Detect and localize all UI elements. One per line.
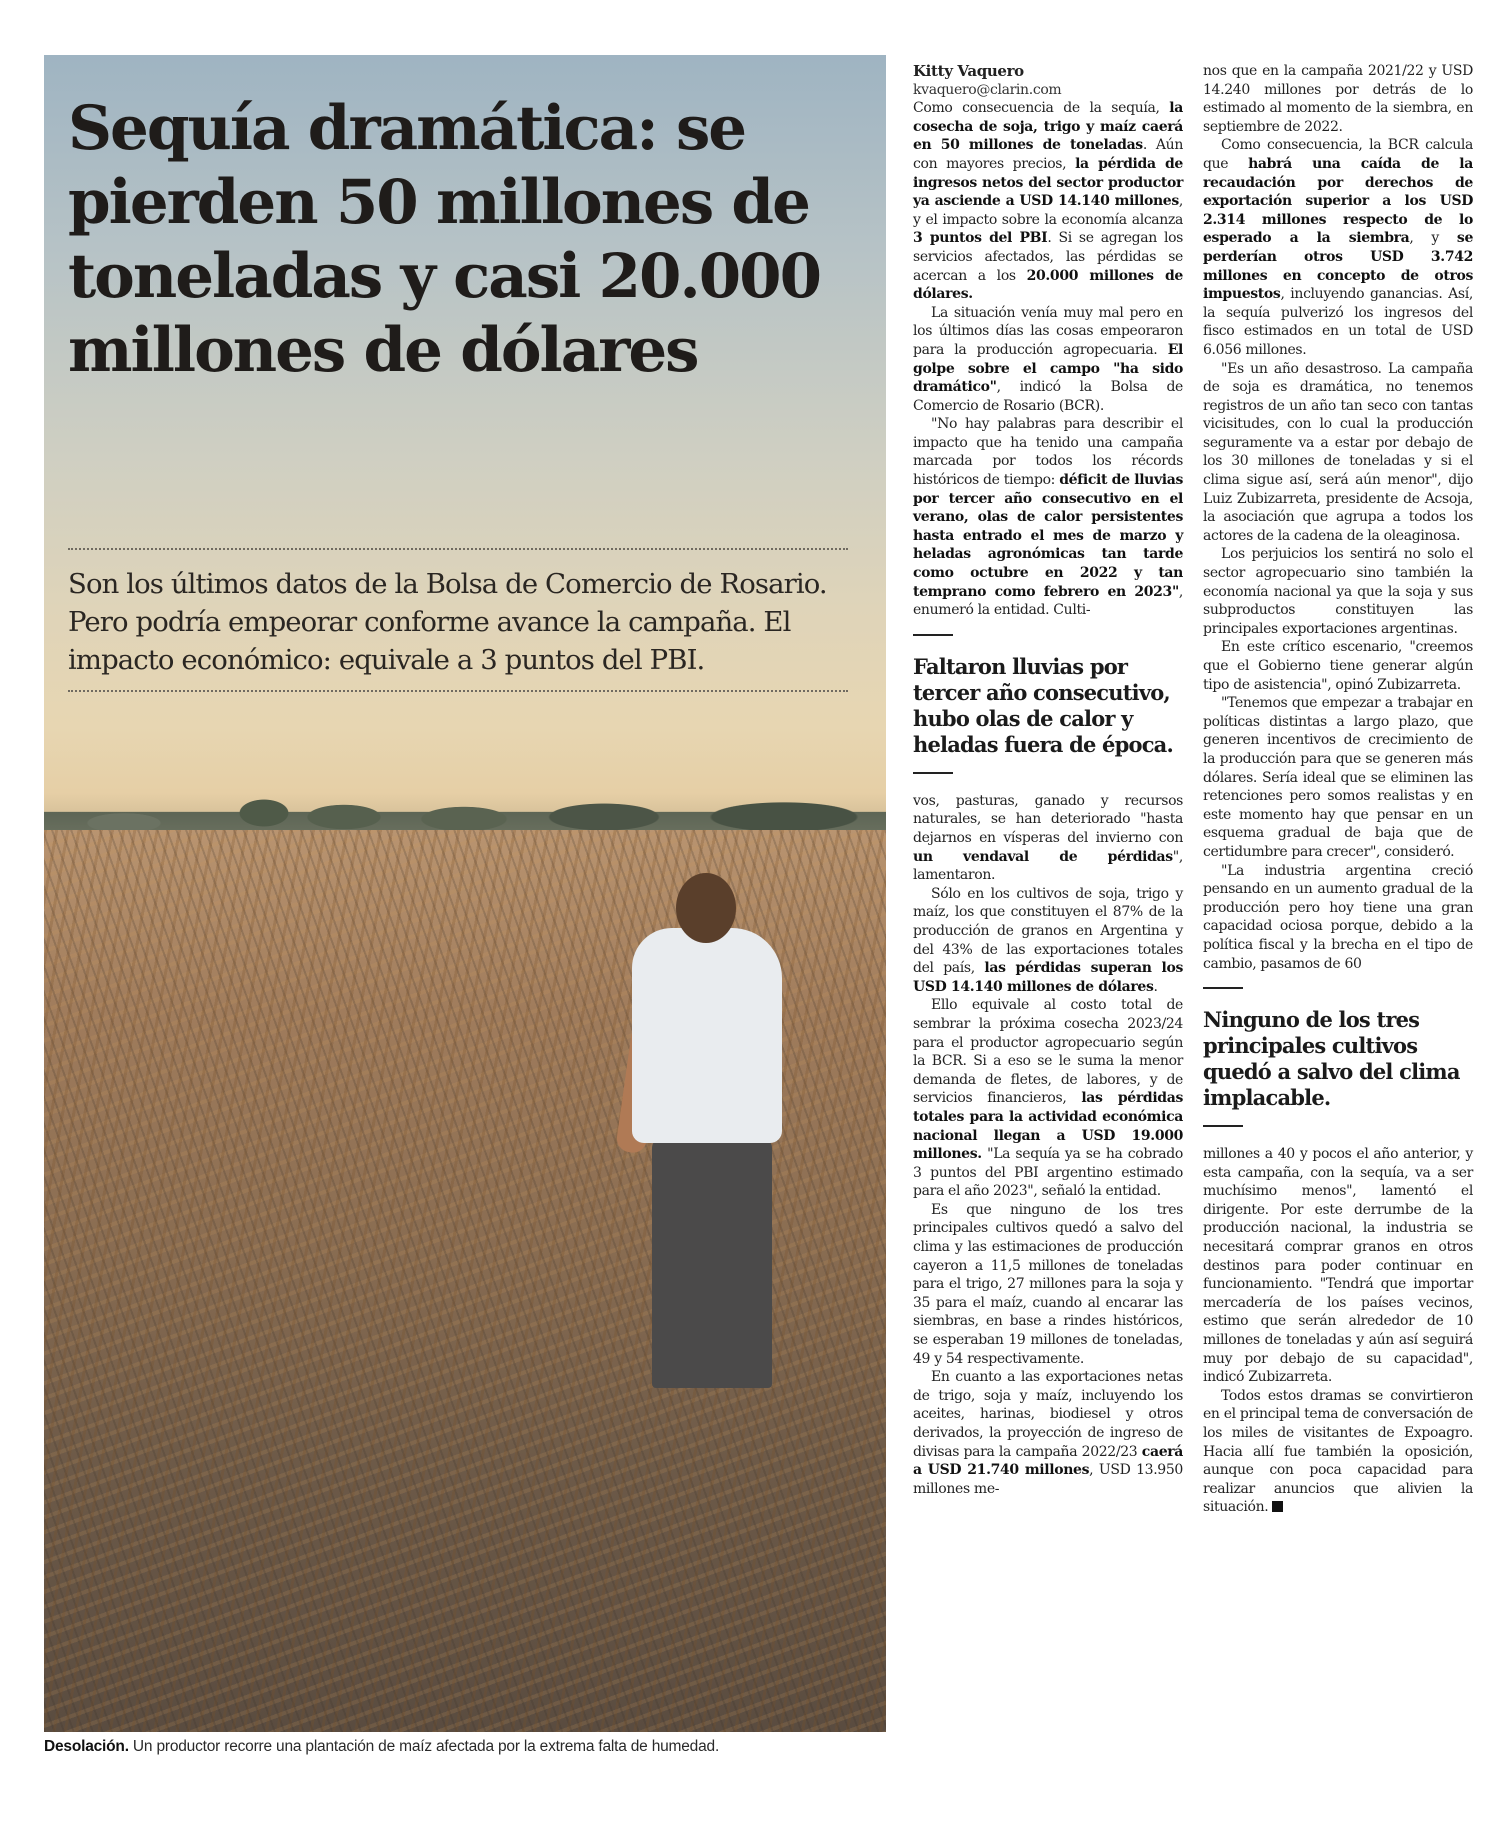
end-of-article-square-icon bbox=[1272, 1501, 1283, 1512]
paragraph: millones a 40 y pocos el año anterior, y esta campaña, con la sequía, va a ser muchísimo menos", lamentó el dirigente. Por este derrumbe de la producción nacional, la industria se necesitará comprar granos en otros destinos para poder continuar en funcionamiento. "Tendrá que importar mercadería de los países vecinos, estimo que serán alrededor de 10 millones de toneladas y aún así seguirá muy por debajo de su capacidad", indicó Zubizarreta. bbox=[1203, 1146, 1473, 1386]
paragraph: Sólo en los cultivos de soja, trigo y maíz, los que constituyen el 87% de la producción de granos en Argentina y del 43% de las exportaciones totales del país, las pérdidas superan los USD 14.140 millones de dólares. bbox=[913, 885, 1183, 995]
article-column-1 bbox=[913, 62, 1183, 1498]
pullquote: Ninguno de los tres principales cultivos quedó a salvo del clima implacable. bbox=[1203, 1007, 1460, 1111]
paragraph: Es que ninguno de los tres principales cultivos quedó a salvo del clima y las estimaciones de producción cayeron a 11,5 millones de toneladas para el trigo, 27 millones para la soja y 35 para el maíz, cuando al encarar las siembras, en base a rindes históricos, se esperaban 19 millones de toneladas, 49 y 54 respectivamente. bbox=[913, 1201, 1183, 1367]
pullquote: Faltaron lluvias por tercer año consecutivo, hubo olas de calor y heladas fuera de época. bbox=[913, 653, 1173, 757]
paragraph: En cuanto a las exportaciones netas de trigo, soja y maíz, incluyendo los aceites, harinas, biodiesel y otros derivados, la proyección de ingreso de divisas para la campaña 2022/23 caerá a USD 21.740 millones, USD 13.950 millones me- bbox=[913, 1369, 1183, 1497]
paragraph: "La industria argentina creció pensando en un aumento gradual de la producción pero hoy tiene una gran capacidad ociosa porque, debido a la política fiscal y la brecha en el tipo de cambio, pasamos de 60 bbox=[1203, 862, 1473, 972]
article-column-2 bbox=[1203, 62, 1473, 1517]
paragraph: vos, pasturas, ganado y recursos naturales, se han deteriorado "hasta dejarnos en vísperas del invierno con un vendaval de pérdidas", lamentaron. bbox=[913, 792, 1183, 884]
paragraph: En este crítico escenario, "creemos que el Gobierno tiene generar algún tipo de asistencia", opinó Zubizarreta. bbox=[1203, 639, 1473, 693]
photo-caption-label: Desolación. bbox=[44, 1738, 129, 1755]
pullquote-rule-top bbox=[1203, 987, 1243, 989]
photo-farmer-figure bbox=[614, 873, 824, 1393]
pullquote-rule-bottom bbox=[913, 772, 953, 774]
pullquote-rule-bottom bbox=[1203, 1125, 1243, 1127]
paragraph: nos que en la campaña 2021/22 y USD 14.240 millones por detrás de lo estimado al momento de la siembra, en septiembre de 2022. bbox=[1203, 63, 1473, 135]
photo-caption bbox=[44, 1738, 904, 1756]
subheadline: Son los últimos datos de la Bolsa de Comercio de Rosario. Pero podría empeorar conforme avance la campaña. El impacto económico: equivale a 3 puntos del PBI. bbox=[68, 568, 827, 676]
photo-caption-text: Un productor recorre una plantación de maíz afectada por la extrema falta de humedad. bbox=[128, 1738, 720, 1755]
photo-treeline bbox=[44, 783, 886, 835]
paragraph: La situación venía muy mal pero en los últimos días las cosas empeoraron para la producción agropecuaria. El golpe sobre el campo "ha sido dramático", indicó la Bolsa de Comercio de Rosario (BCR). bbox=[913, 304, 1183, 414]
paragraph: "No hay palabras para describir el impacto que ha tenido una campaña marcada por todos los récords históricos de tiempo: déficit de lluvias por tercer año consecutivo en el verano, olas de calor persistentes hasta entrado el mes de marzo y heladas agronómicas tan tarde como octubre en 2022 y tan temprano como febrero en 2023", enumeró la entidad. Culti- bbox=[913, 416, 1184, 619]
paragraph: Como consecuencia de la sequía, la cosecha de soja, trigo y maíz caerá en 50 millones de toneladas. Aún con mayores precios, la pérdida de ingresos netos del sector productor ya asciende a USD 14.140 millones, y el impacto sobre la economía alcanza 3 puntos del PBI. Si se agregan los servicios afectados, las pérdidas se acercan a los 20.000 millones de dólares. bbox=[913, 100, 1184, 303]
byline-author: Kitty Vaquero bbox=[913, 62, 1024, 80]
divider-dotted-top bbox=[68, 548, 848, 550]
byline-email[interactable]: kvaquero@clarin.com bbox=[913, 81, 1062, 98]
paragraph: Los perjuicios los sentirá no solo el sector agropecuario sino también la economía nacional ya que la soja y sus subproductos constituyen las principales exportaciones argentinas. bbox=[1203, 546, 1473, 637]
paragraph: Como consecuencia, la BCR calcula que habrá una caída de la recaudación por derechos de exportación superior a los USD 2.314 millones respecto de lo esperado a la siembra, y se perderían otros USD 3.742 millones en concepto de otros impuestos, incluyendo ganancias. Así, la sequía pulverizó los ingresos del fisco estimados en un total de USD 6.056 millones. bbox=[1203, 137, 1473, 358]
paragraph: "Tenemos que empezar a trabajar en políticas distintas a largo plazo, que generen incentivos de crecimiento de la producción para que se generen más dólares. Sería ideal que se eliminen las retenciones pero somos realistas y en este momento hay que pensar en un esquema gradual de baja que de certidumbre para crecer", consideró. bbox=[1203, 695, 1473, 860]
divider-dotted-bottom bbox=[68, 690, 848, 692]
headline: Sequía dramática: se pierden 50 millones de toneladas y casi 20.000 millones de dólares bbox=[68, 93, 821, 386]
pullquote-rule-top bbox=[913, 634, 953, 636]
paragraph: "Es un año desastroso. La campaña de soja es dramática, no tenemos registros de un año tan seco con tantas vicisitudes, con lo cual la producción seguramente va a estar por debajo de los 30 millones de toneladas y si el clima sigue así, será aún menor", dijo Luiz Zubizarreta, presidente de Acsoja, la asociación que agrupa a todos los actores de la cadena de la oleaginosa. bbox=[1203, 360, 1473, 544]
paragraph: Ello equivale al costo total de sembrar la próxima cosecha 2023/24 para el productor agropecuario según la BCR. Si a eso se le suma la menor demanda de fletes, de labores, y de servicios financieros, las pérdidas totales para la actividad económica nacional llegan a USD 19.000 millones. "La sequía ya se ha cobrado 3 puntos del PBI argentino estimado para el año 2023", señaló la entidad. bbox=[913, 997, 1183, 1200]
paragraph: Todos estos dramas se convirtieron en el principal tema de conversación de los miles de visitantes de Expoagro. Hacia allí fue también la oposición, aunque con poca capacidad para realizar anuncios que alivien la situación. bbox=[1203, 1387, 1473, 1516]
